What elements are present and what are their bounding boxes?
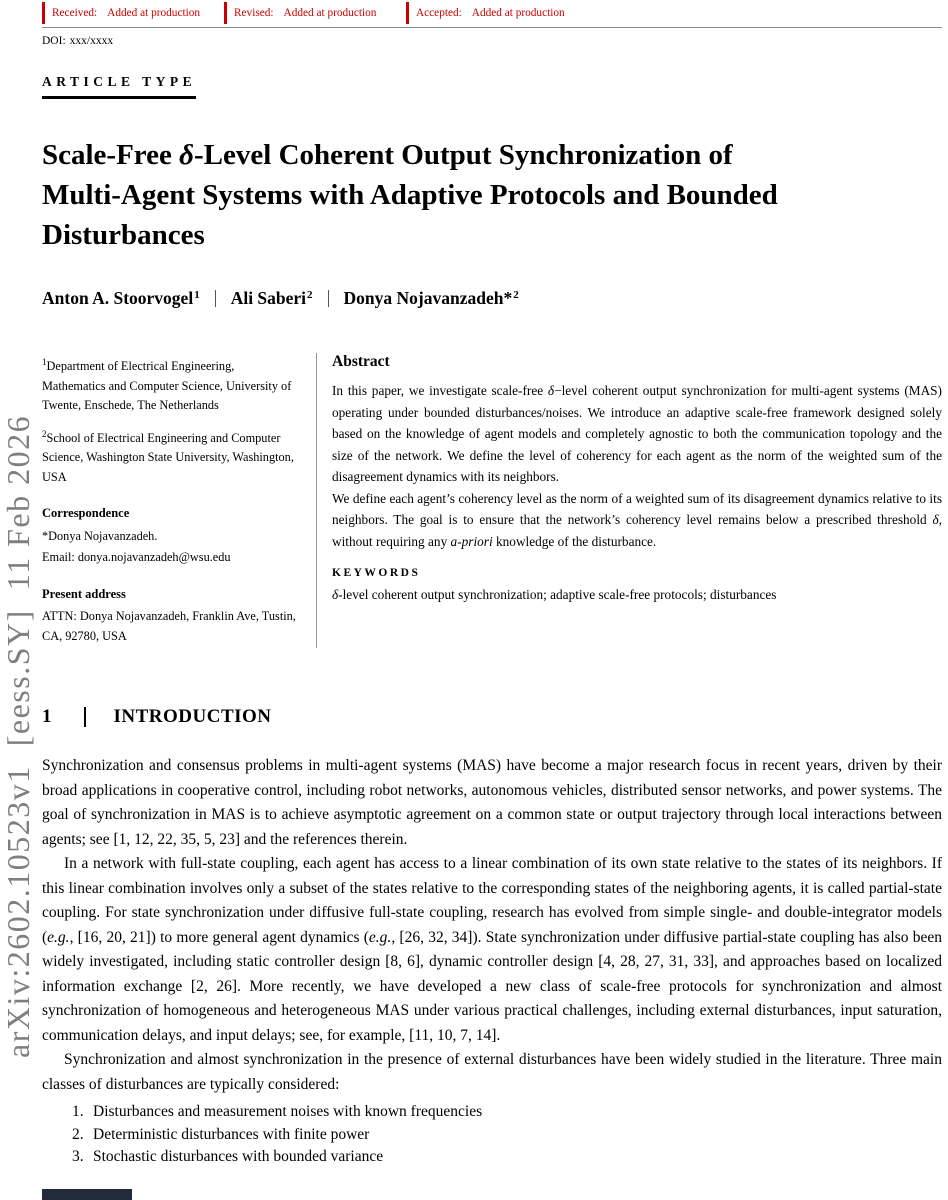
correspondence-email: Email: donya.nojavanzadeh@wsu.edu <box>42 550 231 565</box>
keywords-text: δ-level coherent output synchronization; adaptive scale-free protocols; disturbances <box>332 587 777 602</box>
body-paragraph-2: In a network with full-state coupling, each agent has access to a linear combination of its own state relative to the states of its neighbors. If this linear combination involves only a subset of the states relative to the corresponding states of the neighboring agents, it is called partial-state coupling. For state synchronization under diffusive full-state coupling, research has evolved from simple single- and double-integrator models (e.g., [16, 20, 21]) to more general agent dynamics (e.g., [26, 32, 34]). State synchronization under diffusive partial-state coupling has also been widely investigated, including static controller design [8, 6], dynamic controller design [4, 28, 27, 31, 33], and approaches based on localized information exchange [2, 26]. More recently, we have developed a new class of scale-free protocols for synchronization and almost synchronization of homogeneous and heterogeneous MAS under various practical challenges, including external disturbances, input saturation, communication delays, and input delays; see, for example, [11, 10, 7, 14]. <box>42 855 942 1044</box>
body-paragraph-1: Synchronization and consensus problems in multi-agent systems (MAS) have become a major research focus in recent years, driven by their broad applications in cooperative control, including robot networks, autonomous vehicles, distributed sensor networks, and power systems. The goal of synchronization in MAS is to achieve asymptotic agreement on a common state or output trajectory through local interactions between agents; see [1, 12, 22, 35, 5, 23] and the references therein. <box>42 757 942 848</box>
abstract-section <box>316 353 942 648</box>
title-line-1: Scale-Free δ-Level Coherent Output Synchronization of <box>42 139 733 171</box>
received-value: Added at production <box>107 7 201 19</box>
title-line-2: Multi-Agent Systems with Adaptive Protocols and Bounded <box>42 179 778 211</box>
received-box <box>42 2 214 24</box>
author-2-superscript: 2 <box>307 289 313 301</box>
affiliation-1-superscript: 1 <box>42 357 47 367</box>
affiliation-1: $^1$Department of Electrical Engineering, Mathematics and Computer Science, University of Twente, Enschede, The Netherlands <box>42 357 292 413</box>
doi-value: xxx/xxxx <box>69 35 114 47</box>
author-1: Anton A. Stoorvogel$^1$ <box>42 288 200 308</box>
author-3: Donya Nojavanzadeh*$^2$ <box>343 288 519 308</box>
section-title: INTRODUCTION <box>113 706 272 728</box>
article-type-label: ARTICLE TYPE <box>42 74 196 99</box>
author-list <box>42 288 942 309</box>
list-item-number: 2. <box>72 1125 84 1143</box>
introduction-body <box>42 754 942 1169</box>
revision-history-row <box>42 2 942 24</box>
author-3-superscript: 2 <box>513 289 519 301</box>
abstract-heading: Abstract <box>332 353 390 370</box>
author-meta-column <box>42 353 316 648</box>
list-item <box>72 1124 942 1147</box>
present-address-text: ATTN: Donya Nojavanzadeh, Franklin Ave, Tustin, CA, 92780, USA <box>42 609 296 643</box>
paper-title <box>42 135 942 255</box>
arxiv-watermark: arXiv:2602.10523v1 [eess.SY] 11 Feb 2026 <box>0 414 36 1058</box>
author-separator <box>215 290 216 307</box>
list-item-text: Stochastic disturbances with bounded variance <box>93 1148 384 1166</box>
list-item-text: Deterministic disturbances with finite power <box>93 1125 370 1143</box>
correspondence-name: *Donya Nojavanzadeh. <box>42 528 158 543</box>
list-item <box>72 1101 942 1124</box>
accepted-value: Added at production <box>471 7 565 19</box>
received-label: Received: <box>52 7 98 19</box>
disturbance-types-list <box>72 1101 942 1169</box>
revised-label: Revised: <box>234 7 274 19</box>
title-line-3: Disturbances <box>42 219 205 251</box>
revised-value: Added at production <box>283 7 377 19</box>
affiliation-2-superscript: 2 <box>42 428 47 439</box>
accepted-box <box>406 2 578 24</box>
header-divider <box>42 27 942 28</box>
correspondence-heading: Correspondence <box>42 506 130 521</box>
doi-label: DOI: <box>42 35 66 47</box>
body-paragraph-3: Synchronization and almost synchronization in the presence of external disturbances have been widely studied in the literature. Three main classes of disturbances are typically considered: <box>42 1051 942 1093</box>
list-item-number: 3. <box>72 1148 84 1166</box>
revised-box <box>224 2 396 24</box>
author-1-superscript: 1 <box>194 289 200 301</box>
doi-row <box>42 35 942 47</box>
list-item-number: 1. <box>72 1103 84 1121</box>
meta-abstract-section <box>42 353 942 648</box>
author-2: Ali Saberi$^2$ <box>230 288 313 308</box>
keywords-heading: KEYWORDS <box>332 567 421 579</box>
list-item <box>72 1146 942 1169</box>
section-separator <box>84 707 86 727</box>
abstract-paragraph-1: In this paper, we investigate scale-free δ−level coherent output synchronization for multi-agent systems (MAS) operating under bounded disturbances/noises. We introduce an adaptive scale-free framework designed solely based on the knowledge of agent models and completely agnostic to both the communication topology and the size of the network. We define the level of coherency for each agent as the norm of the weighted sum of the disagreement dynamics with its neighbors. <box>332 383 942 484</box>
footer-bar <box>42 1189 132 1200</box>
accepted-label: Accepted: <box>416 7 462 19</box>
abstract-paragraph-2: We define each agent’s coherency level as the norm of a weighted sum of its disagreement dynamics relative to its neighbors. The goal is to ensure that the network’s coherency level remains below a prescribed threshold δ, without requiring any a-priori knowledge of the disturbance. <box>332 490 942 549</box>
section-heading-introduction <box>42 706 942 728</box>
author-separator <box>328 290 329 307</box>
section-number: 1 <box>42 706 52 728</box>
list-item-text: Disturbances and measurement noises with known frequencies <box>93 1103 483 1121</box>
present-address-heading: Present address <box>42 586 126 601</box>
affiliation-2: $^2$School of Electrical Engineering and Computer Science, Washington State University, Washington, USA <box>42 428 294 484</box>
